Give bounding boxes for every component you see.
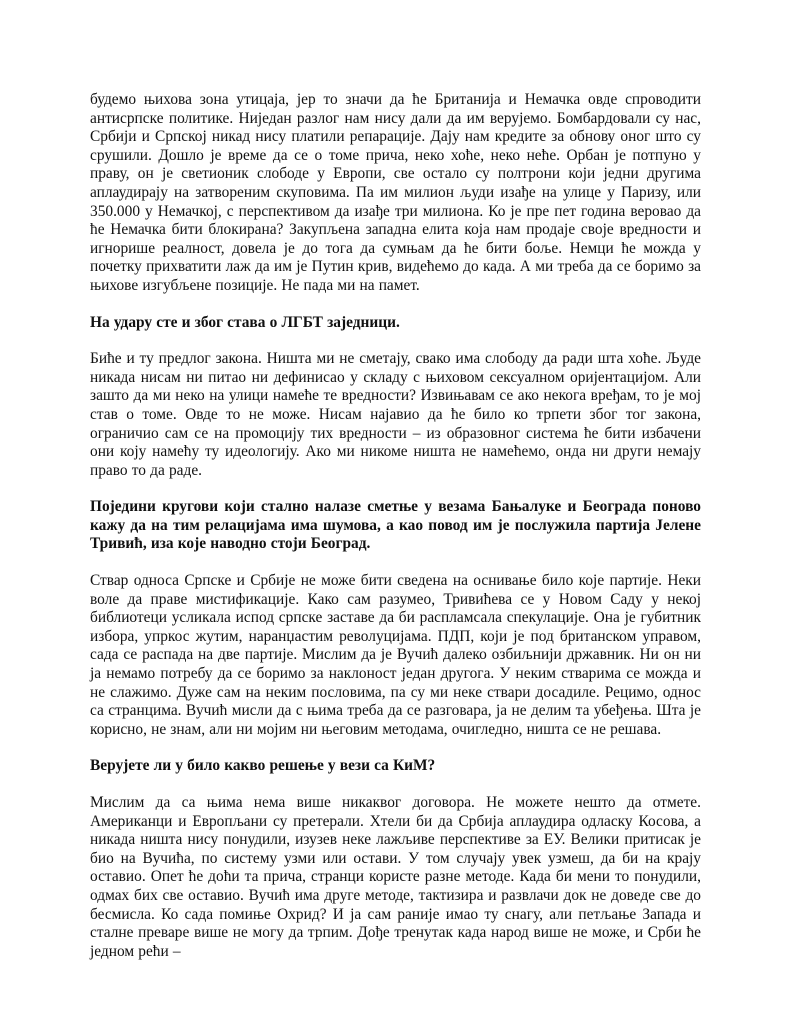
paragraph: Биће и ту предлог закона. Ништа ми не сметају, свако има слободу да ради шта хоће. Људе никада нисам ни питао ни дефинисао у складу с њиховом сексуалном оријентацијом. Али зашто да ми неко на улици намеће те вредности? Извињавам се ако некога вређам, то је мој став о томе. Овде то не може. Нисам најавио да ће било ко трпети због тог закона, ограничио сам се на промоцију тих вредности – из образовног система ће бити избачени они коју намећу ту идеологију. Ако ми никоме ништа не намећемо, онда ни други немају право то да раде. [90, 350, 701, 479]
paragraph: будемо њихова зона утицаја, јер то значи да ће Британија и Немачка овде спроводити антисрпске политике. Ниједан разлог нам нису дали да им верујемо. Бомбардовали су нас, Србији и Српској никад нису платили репарације. Дају нам кредите за обнову оног што су срушили. Дошло је време да се о томе прича, неко хоће, неко неће. Орбан је потпуно у праву, он је светионик слободе у Европи, све остало су полтрони који једни другима аплаудирају на затвореним скуповима. Па им милион људи изађе на улице у Паризу, или 350.000 у Немачкој, с перспективом да изађе три милиона. Ко је пре пет година веровао да ће Немачка бити блокирана? Закупљена западна елита која нам продаје своје вредности и игнорише реалност, довела је до тога да сумњам да ће бити боље. Немци ће можда у почетку прихватити лаж да им је Путин крив, видећемо до када. А ми треба да се боримо за њихове изгубљене позиције. Не пада ми на памет. [90, 91, 701, 294]
interview-question: Поједини кругови који стално налазе сметње у везама Бањалуке и Београда поново кажу да на тим релацијама има шумова, а као повод им је послужила партија Јелене Тривић, иза које наводно стоји Београд. [90, 498, 701, 553]
interview-question: Верујете ли у било какво решење у вези са КиМ? [90, 757, 436, 775]
paragraph: Мислим да са њима нема више никаквог договора. Не можете нешто да отмете. Американци и Европљани су претерали. Хтели би да Србија аплаудира одласку Косова, а никада ништа нису понудили, изузев неке лажљиве перспективе за ЕУ. Велики притисак је био на Вучића, по систему узми или остави. У том случају увек узмеш, да би на крају оставио. Опет ће доћи та прича, странци користе разне методе. Када би мени то понудили, одмах бих све оставио. Вучић има друге методе, тактизира и развлачи док не доведе све до бесмисла. Ко сада помиње Охрид? И ја сам раније имао ту снагу, али петљање Запада и сталне преваре више не могу да трпим. Дође тренутак када народ више не може, и Срби ће једном рећи – [90, 794, 701, 960]
interview-question: На удару сте и због става о ЛГБТ заједници. [90, 313, 400, 331]
paragraph: Ствар односа Српске и Србије не може бити сведена на оснивање било које партије. Неки воле да праве мистификације. Како сам разумео, Тривићева се у Новом Саду у некој библиотеци усликала испод српске заставе да би распламсала спекулације. Она је губитник избора, упркос жутим, наранџастим револуцијама. ПДП, који је под британском управом, сада се распада на две партије. Мислим да је Вучић далеко озбиљнији државник. Ни он ни ја немамо потребу да се боримо за наклоност један другога. У неким стварима се можда и не слажимо. Дуже сам на неким пословима, па су ми неке ствари досадиле. Рецимо, однос са странцима. Вучић мисли да с њима треба да се разговара, ја не делим та убеђења. Шта је корисно, не знам, али ни мојим ни његовим методама, очигледно, ништа се не решава. [90, 572, 701, 738]
document-text-column [90, 91, 701, 979]
